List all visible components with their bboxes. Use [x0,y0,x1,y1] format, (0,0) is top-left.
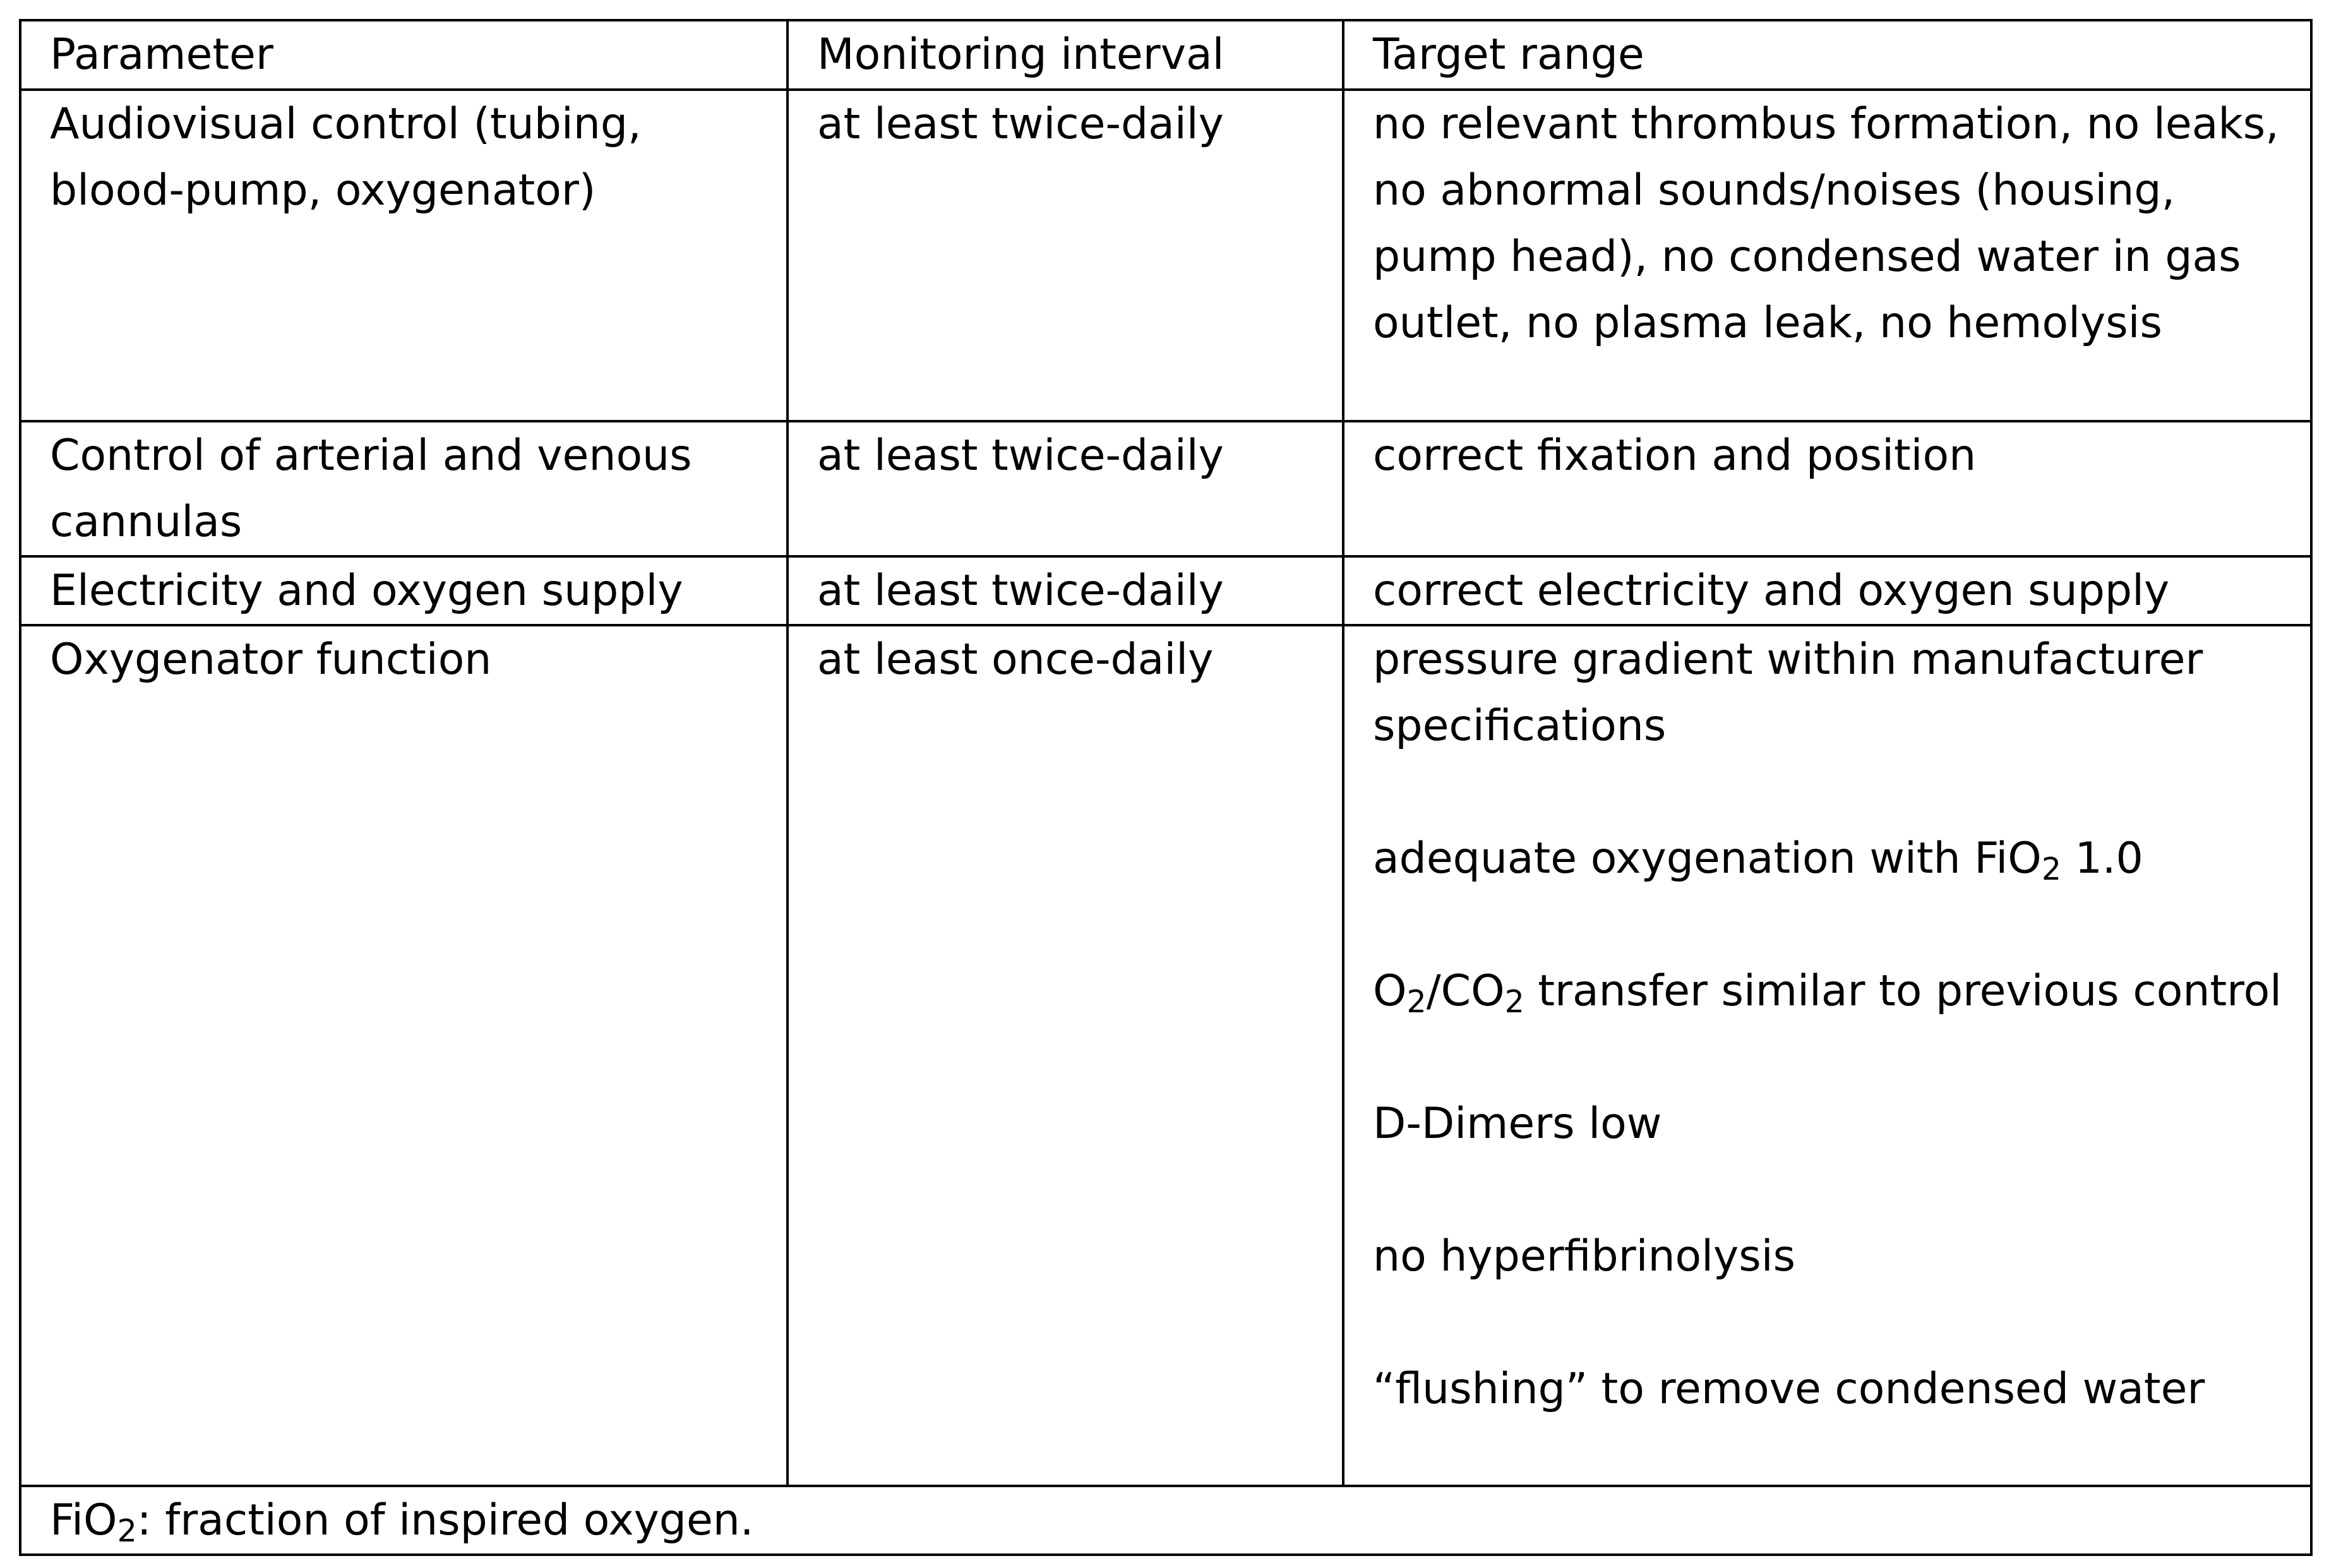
cell-parameter: Control of arterial and venous cannulas [20,421,787,556]
cell-interval: at least once-daily [787,625,1343,1486]
target-item: no hyperfibrinolysis [1373,1231,1796,1281]
target-item: adequate oxygenation with FiO$_2$ 1.0 [1373,834,2143,887]
cell-parameter: Electricity and oxygen supply [20,556,787,625]
target-item: correct electricity and oxygen supply [1373,566,2170,616]
table-header-row [20,20,2311,90]
footnote: FiO$_2$: fraction of inspired oxygen. [20,1486,2311,1555]
cell-interval: at least twice-daily [787,90,1343,421]
cell-parameter: Audiovisual control (tubing, blood-pump, oxygenator) [20,90,787,421]
header-monitoring-interval: Monitoring interval [787,20,1343,90]
target-item: D-Dimers low [1373,1099,1662,1149]
target-item: “flushing” to remove condensed water [1373,1364,2205,1414]
table-row [20,556,2311,625]
cell-interval: at least twice-daily [787,556,1343,625]
table-row [20,625,2311,1486]
cell-target [1343,625,2311,1486]
header-target-range: Target range [1343,20,2311,90]
target-item: no relevant thrombus formation, no leaks, no abnormal sounds/noises (housing, pump head), no condensed water in gas outlet, no plasma leak, no hemolysis [1373,99,2279,348]
cell-target [1343,556,2311,625]
cell-parameter: Oxygenator function [20,625,787,1486]
table-row [20,421,2311,556]
cell-target [1343,90,2311,421]
header-parameter: Parameter [20,20,787,90]
ecmo-monitoring-table [19,19,2313,1556]
target-item: $O_2/CO_2$ transfer similar to previous control [1373,966,2282,1020]
target-item: correct fixation and position [1373,431,1977,481]
cell-interval: at least twice-daily [787,421,1343,556]
footnote-row [20,1486,2311,1555]
cell-target [1343,421,2311,556]
table-row [20,90,2311,421]
target-item: pressure gradient within manufacturer specifications [1373,635,2203,751]
